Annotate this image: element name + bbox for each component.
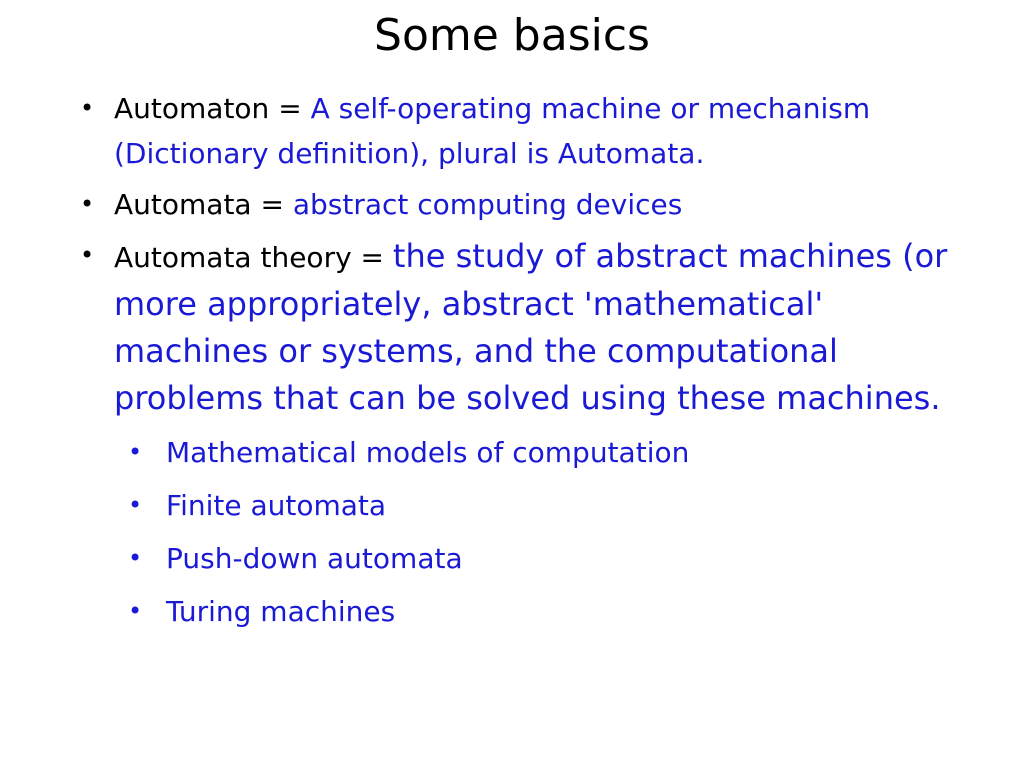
slide-title: Some basics: [374, 10, 650, 61]
bullet-marker: •: [80, 190, 95, 218]
sub-bullet-marker: •: [128, 491, 143, 519]
sub-bullet-marker: •: [128, 544, 143, 572]
sub-bullet-item: [114, 479, 968, 532]
bullet-term: Automata =: [114, 188, 293, 221]
bullet-automata-theory: [78, 233, 968, 638]
bullet-definition: A self-operating machine or mechanism (Dictionary definition), plural is Automata.: [114, 92, 871, 170]
bullet-definition: the study of abstract machines (or more appropriately, abstract 'mathematical' machines or systems, and the computational problems that can be solved using these machines.: [114, 237, 948, 417]
bullet-marker: •: [80, 94, 95, 122]
bullet-marker: •: [80, 241, 95, 269]
bullet-automaton: [78, 86, 968, 176]
bullet-list: [78, 86, 968, 644]
sub-bullet-item: [114, 426, 968, 479]
sub-bullet-label: Push-down automata: [166, 542, 463, 575]
sub-bullet-list: [114, 426, 968, 638]
sub-bullet-item: [114, 585, 968, 638]
sub-bullet-marker: •: [128, 597, 143, 625]
bullet-automata: [78, 182, 968, 227]
sub-bullet-marker: •: [128, 438, 143, 466]
sub-bullet-label: Turing machines: [166, 595, 396, 628]
sub-bullet-label: Mathematical models of computation: [166, 436, 690, 469]
bullet-definition: abstract computing devices: [292, 188, 683, 221]
bullet-term: Automaton =: [114, 92, 311, 125]
sub-bullet-item: [114, 532, 968, 585]
bullet-term: Automata theory =: [114, 241, 393, 274]
sub-bullet-label: Finite automata: [166, 489, 387, 522]
